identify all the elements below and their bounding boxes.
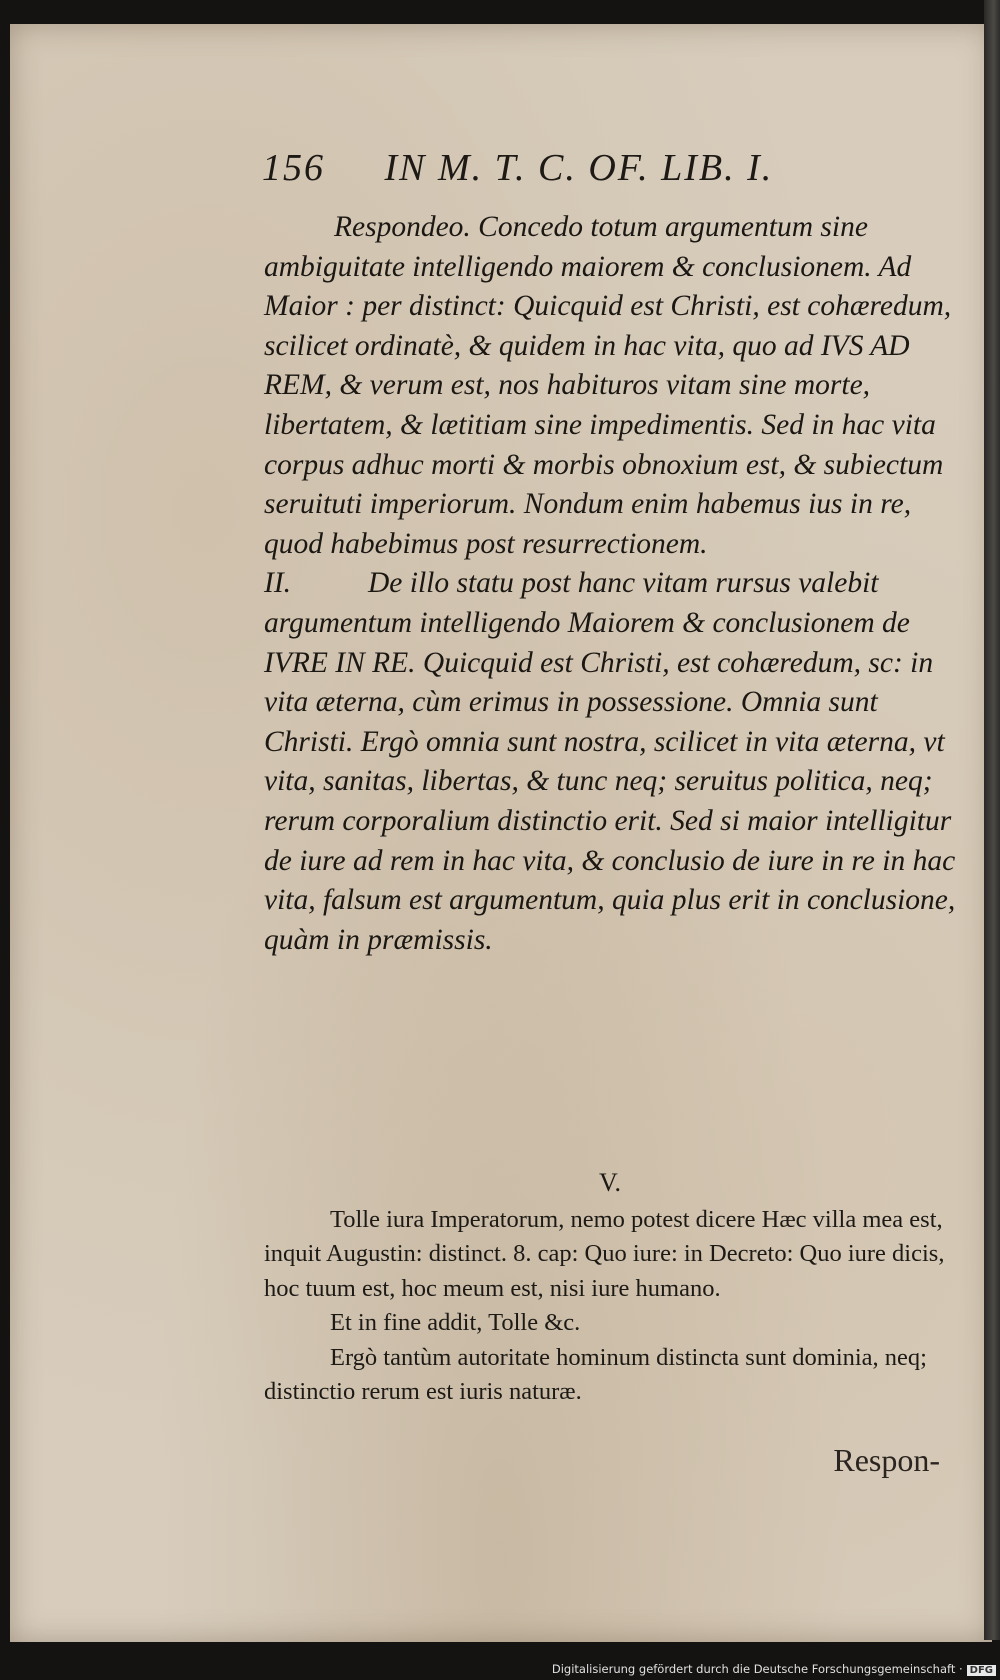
italic-text-block	[264, 208, 956, 960]
credit-text: Digitalisierung gefördert durch die Deutsche Forschungsgemeinschaft ·	[551, 1662, 963, 1676]
roman-paragraph-1: Tolle iura Imperatorum, nemo potest dicere Hæc villa mea est, inquit Augustin: distinct. 8. cap: Quo iure: in Decreto: Quo iure dicis, hoc tuum est, hoc meum est, nisi iure humano.	[264, 1205, 945, 1302]
book-spine-edge	[984, 0, 1000, 1640]
catchword: Respon-	[833, 1442, 940, 1478]
numbered-paragraph	[264, 564, 956, 960]
paragraph-number: II.	[264, 567, 292, 600]
dfg-logo: DFG	[967, 1665, 996, 1676]
running-title: IN M. T. C. OF. LIB. I.	[384, 147, 774, 189]
respondeo-paragraph: Respondeo. Concedo totum argumentum sine ambiguitate intelligendo maiorem & conclusionem. Ad Maior : per distinct: Quicquid est Christi, est cohæredum, scilicet ordinatè, & quidem in hac vita, quo ad IVS AD REM, & verum est, nos habituros vitam sine morte, libertatem, & lætitiam sine impedimentis. Sed in hac vita corpus adhuc morti & morbis obnoxium est, & subiectum seruituti imperiorum. Nondum enim habemus ius in re, quod habebimus post resurrectionem.	[264, 211, 952, 560]
roman-paragraph-2: Et in fine addit, Tolle &c.	[330, 1309, 581, 1336]
numbered-paragraph-text: De illo statu post hanc vitam rursus valebit argumentum intelligendo Maiorem & conclusionem de IVRE IN RE. Quicquid est Christi, est cohæredum, sc: in vita æterna, cùm erimus in possessione. Omnia sunt Christi. Ergò omnia sunt nostra, scilicet in vita æterna, vt vita, sanitas, libertas, & tunc neq; seruitus politica, neq; rerum corporalium distinctio erit. Sed si maior intelligitur de iure ad rem in hac vita, & conclusio de iure in re in hac vita, falsum est argumentum, quia plus erit in conclusione, quàm in præmissis.	[264, 567, 956, 956]
roman-paragraph-3: Ergò tantùm autoritate hominum distincta sunt dominia, neq; distinctio rerum est iuris naturæ.	[264, 1343, 927, 1405]
roman-text-block	[264, 1166, 956, 1410]
running-header	[262, 146, 962, 190]
page-number: 156	[262, 147, 325, 189]
section-heading: V.	[599, 1168, 621, 1197]
digitization-credit	[552, 1662, 996, 1676]
